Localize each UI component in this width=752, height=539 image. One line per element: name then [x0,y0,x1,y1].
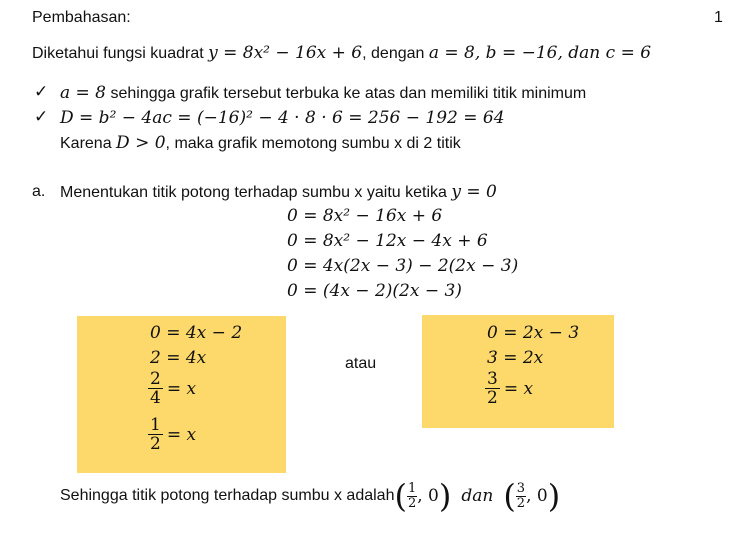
check-item [34,82,48,102]
frac-numerator: 1 [150,415,161,435]
given-function: y = 8x² − 16x + 6 [208,43,363,63]
note-suffix: , maka grafik memotong sumbu x di 2 titik [165,135,461,152]
part-a-condition: y = 0 [451,182,497,202]
close-paren: ) [438,477,452,515]
page-title: Pembahasan: [32,9,131,26]
step-1: 0 = 8x² − 16x + 6 [287,206,443,226]
frac-denominator: 4 [150,388,161,408]
check-icon: ✓ [34,107,49,127]
note-math: D > 0 [116,133,166,153]
connector-text: atau [345,355,377,372]
point-1-denominator: 2 [407,495,417,511]
step-4: 0 = (4x − 2)(2x − 3) [287,281,462,301]
note-prefix: Karena [60,135,117,152]
given-prefix: Diketahui fungsi kuadrat [32,45,209,62]
open-paren: ( [503,477,516,515]
frac-numerator: 3 [487,369,498,389]
frac-rest: = x [166,424,197,445]
point-1-numerator: 1 [407,480,417,496]
point-2-y: , 0 [526,486,548,506]
part-a-text: Menentukan titik potong terhadap sumbu x yaitu ketika [60,184,452,201]
given-coefficients: a = 8, b = −16, dan c = 6 [428,43,652,63]
check-1-math: a = 8 [60,83,107,103]
frac-rest: = x [166,378,197,399]
left-line-2: 2 = 4x [150,348,207,368]
step-3: 0 = 4x(2x − 3) − 2(2x − 3) [287,256,519,276]
check-1-content [60,82,586,104]
conclusion-text: Sehingga titik potong terhadap sumbu x adalah [60,487,395,504]
point-2-denominator: 2 [516,495,526,511]
given-suffix: , dengan [362,45,429,62]
check-2-content [60,107,505,129]
check-icon: ✓ [34,82,49,102]
dan-text: dan [461,486,494,506]
right-line-1: 0 = 2x − 3 [487,323,580,343]
conclusion-line [60,477,561,515]
given-line [32,42,651,64]
frac-numerator: 2 [150,369,161,389]
page-number: 1 [714,9,723,26]
step-2: 0 = 8x² − 12x − 4x + 6 [287,231,488,251]
left-line-1: 0 = 4x − 2 [150,323,243,343]
point-1-y: , 0 [417,486,439,506]
frac-denominator: 2 [487,388,498,408]
check-2-math: D = b² − 4ac = (−16)² − 4 · 8 · 6 = 256 − 192 = 64 [60,108,505,128]
check-1-text: sehingga grafik tersebut terbuka ke atas dan memiliki titik minimum [106,85,587,102]
right-frac-1 [485,370,533,407]
part-a-heading [60,181,497,203]
frac-rest: = x [503,378,534,399]
close-paren: ) [547,477,561,515]
check-item [34,107,48,127]
part-a-label: a. [32,183,46,200]
open-paren: ( [394,477,407,515]
frac-denominator: 2 [150,434,161,454]
right-line-2: 3 = 2x [487,348,544,368]
note-line [60,132,461,154]
left-frac-1 [148,370,196,407]
left-frac-2 [148,416,196,453]
point-2-numerator: 3 [516,480,526,496]
